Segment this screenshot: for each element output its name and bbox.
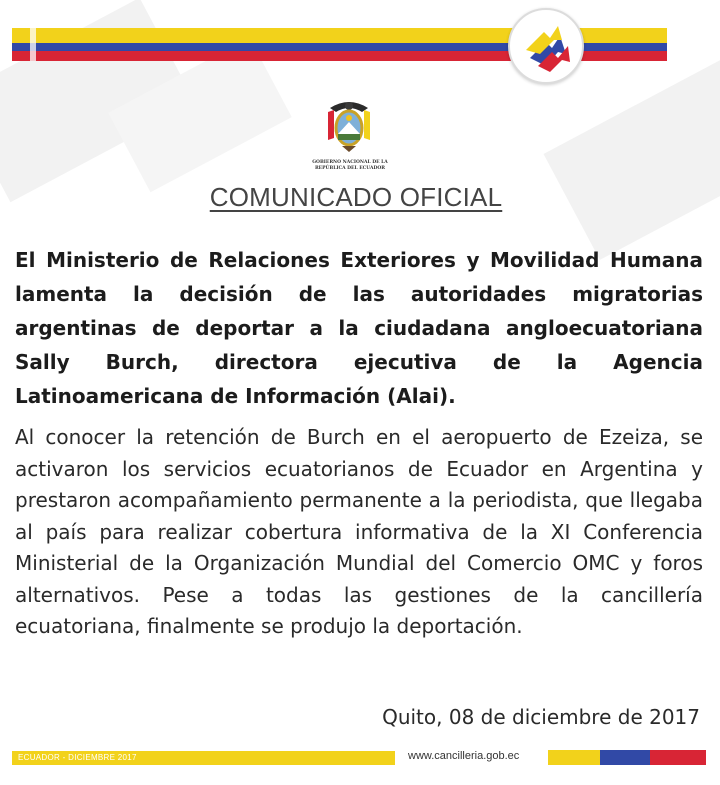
footer-flag bbox=[548, 750, 706, 765]
document-title: COMUNICADO OFICIAL bbox=[209, 182, 503, 212]
arrow-logo-icon bbox=[508, 8, 584, 84]
footer-bar bbox=[12, 751, 395, 765]
arrow-logo-icon-graphic bbox=[510, 10, 582, 82]
lead-paragraph: El Ministerio de Relaciones Exteriores y Movilidad Humana lamenta la decisión de las autoridades migratorias argentinas de deportar a la ciudadana angloecuatoriana Sally Burch, directora ejecutiva de la Agencia Latinoamericana de Información (Alai). bbox=[15, 248, 703, 408]
body-paragraph: Al conocer la retención de Burch en el aeropuerto de Ezeiza, se activaron los servicios ecuatorianos de Ecuador en Argentina y prestaron acompañamiento permanente a la periodista, que llegaba al país para realizar cobertura informativa de la XI Conferencia Ministerial de la Organización Mundial del Comercio OMC y foros alternativos. Pese a todas las gestiones de la cancillería ecuatoriana, finalmente se produjo la deportación. bbox=[15, 425, 703, 638]
ecuador-coat-of-arms-icon bbox=[322, 94, 376, 156]
footer-flag-red bbox=[650, 750, 706, 765]
footer-flag-yellow bbox=[548, 750, 600, 765]
footer-url: www.cancilleria.gob.ec bbox=[408, 750, 520, 762]
background-shape bbox=[544, 60, 720, 260]
footer-flag-blue bbox=[600, 750, 650, 765]
seal-caption: GOBIERNO NACIONAL DE LA REPÚBLICA DEL ECUADOR bbox=[312, 160, 388, 171]
ribbon-accent bbox=[30, 28, 36, 61]
dateline: Quito, 08 de diciembre de 2017 bbox=[382, 705, 700, 729]
footer-bar-text: ECUADOR - DICIEMBRE 2017 bbox=[18, 753, 137, 762]
